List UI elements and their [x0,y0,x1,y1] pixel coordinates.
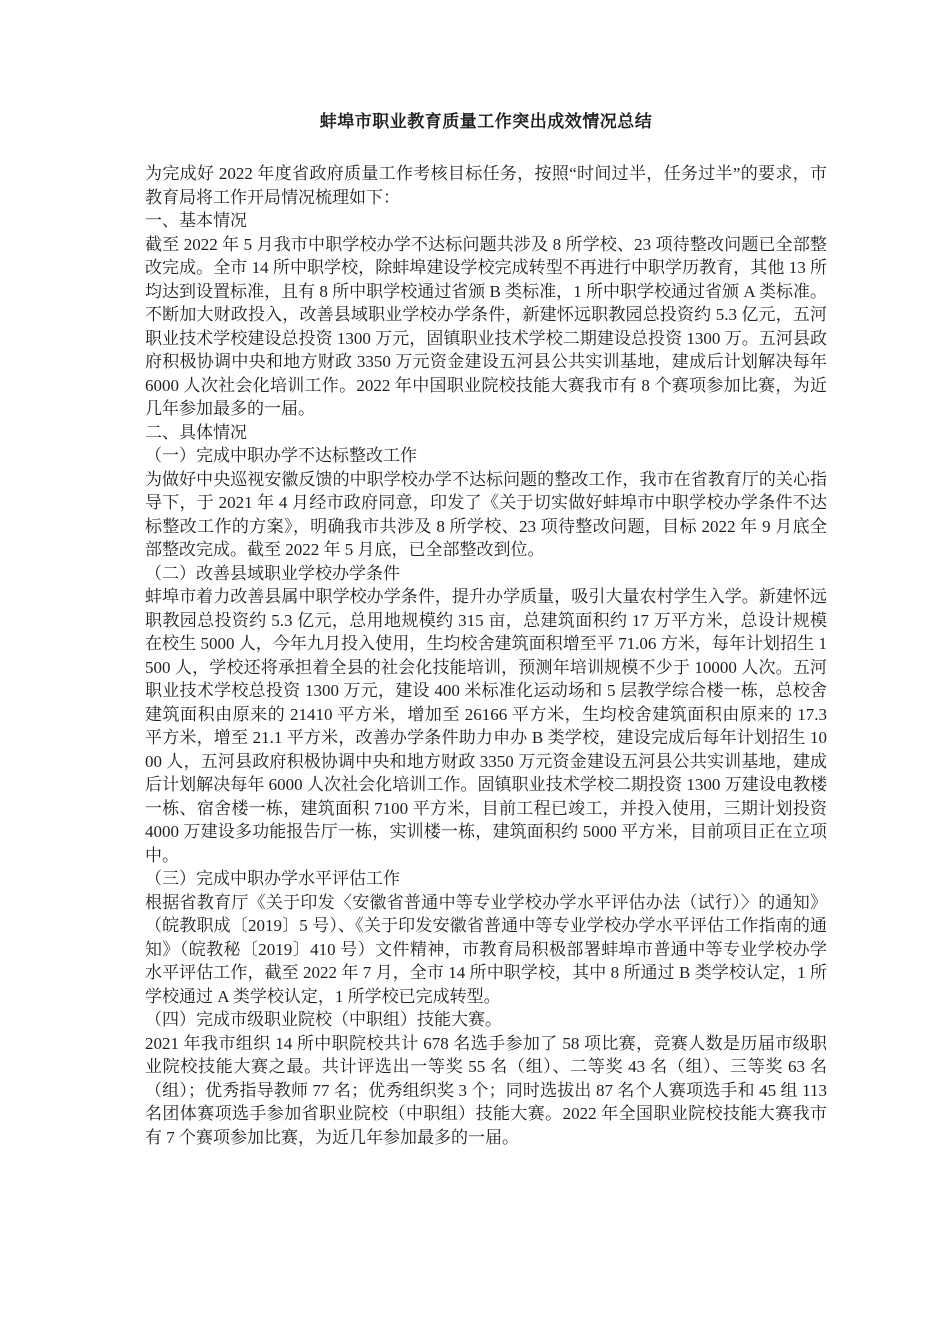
document-body [145,162,827,1149]
body-paragraph: 为完成好 2022 年度省政府质量工作考核目标任务，按照“时间过半，任务过半”的要求，市教育局将工作开局情况梳理如下： [145,164,827,207]
document-content [145,110,827,1149]
section-heading: （四）完成市级职业院校（中职组）技能大赛。 [145,1010,502,1029]
section-heading: 一、基本情况 [145,211,247,230]
section-heading: （一）完成中职办学不达标整改工作 [145,446,417,465]
section-heading: （二）改善县域职业学校办学条件 [145,563,400,583]
section-heading: （三）完成中职办学水平评估工作 [145,869,400,888]
body-paragraph: 2021 年我市组织 14 所中职院校共计 678 名选手参加了 58 项比赛，竞赛人数是历届市级职业院校技能大赛之最。共计评选出一等奖 55 名（组）、二等奖 43 名（组）、三等奖 63 名（组）；优秀指导教师 77 名；优秀组织奖 3 个；同时选拔出 87 名个人赛项选手和 45 组 113 名团体赛项选手参加省职业院校（中职组）技能大赛。2022 年全国职业院校技能大赛我市有 7 个赛项参加比赛，为近几年参加最多的一届。 [145,1033,827,1147]
body-paragraph: 为做好中央巡视安徽反馈的中职学校办学不达标问题的整改工作，我市在省教育厅的关心指导下，于 2021 年 4 月经市政府同意，印发了《关于切实做好蚌埠市中职学校办学条件不达标整改工作的方案》，明确我市共涉及 8 所学校、23 项待整改问题，目标 2022 年 9 月底全部整改完成。截至 2022 年 5 月底，已全部整改到位。 [145,469,827,559]
body-paragraph: 截至 2022 年 5 月我市中职学校办学不达标问题共涉及 8 所学校、23 项待整改问题已全部整改完成。全市 14 所中职学校，除蚌埠建设学校完成转型不再进行中职学历教育，其他 13 所均达到设置标准，且有 8 所中职学校通过省颁 B 类标准，1 所中职学校通过省颁 A 类标准。不断加大财政投入，改善县域职业学校办学条件，新建怀远职教园总投资约 5.3 亿元，五河职业技术学校建设总投资 1300 万元，固镇职业技术学校二期建设总投资 1300 万。五河县政府积极协调中央和地方财政 3350 万元资金建设五河县公共实训基地，建成后计划解决每年 6000 人次社会化培训工作。2022 年中国职业院校技能大赛我市有 8 个赛项参加比赛，为近几年参加最多的一届。 [145,234,827,418]
body-paragraph: 根据省教育厅《关于印发〈安徽省普通中等专业学校办学水平评估办法（试行）〉的通知》（皖教职成〔2019〕5 号）、《关于印发安徽省普通中等专业学校办学水平评估工作指南的通知》（皖教秘〔2019〕410 号）文件精神，市教育局积极部署蚌埠市普通中等专业学校办学水平评估工作，截至 2022 年 7 月，全市 14 所中职学校，其中 8 所通过 B 类学校认定，1 所学校通过 A 类学校认定，1 所学校已完成转型。 [145,892,827,1006]
body-paragraph: 蚌埠市着力改善县属中职学校办学条件，提升办学质量，吸引大量农村学生入学。新建怀远职教园总投资约 5.3 亿元，总用地规模约 315 亩，总建筑面积约 17 万平方米，总设计规模在校生 5000 人，今年九月投入使用，生均校舍建筑面积增至平 71.06 方米，每年计划招生 1500 人，学校还将承担着全县的社会化技能培训，预测年培训规模不少于 10000 人次。五河职业技术学校总投资 1300 万元，建设 400 米标准化运动场和 5 层教学综合楼一栋，总校舍建筑面积由原来的 21410 平方米，增加至 26166 平方米，生均校舍建筑面积由原来的 17.3 平方米，增至 21.1 平方米，改善办学条件助力申办 B 类学校，建设完成后每年计划招生 1000 人，五河县政府积极协调中央和地方财政 3350 万元资金建设五河县公共实训基地，建成后计划解决每年 6000 人次社会化培训工作。固镇职业技术学校二期投资 1300 万建设电教楼一栋、宿舍楼一栋，建筑面积 7100 平方米，目前工程已竣工，并投入使用，三期计划投资 4000 万建设多功能报告厅一栋，实训楼一栋，建筑面积约 5000 平方米，目前项目正在立项中。 [145,587,827,865]
section-heading: 二、具体情况 [145,422,247,442]
document-title: 蚌埠市职业教育质量工作突出成效情况总结 [319,112,653,131]
